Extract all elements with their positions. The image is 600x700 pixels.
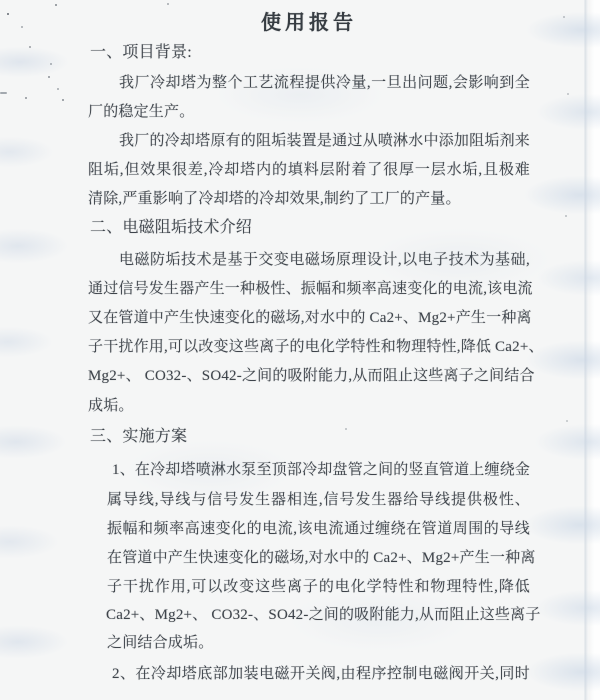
text-line: 子干扰作用,可以改变这些离子的电化学特性和物理特性,降低 Ca2+、 (88, 339, 544, 355)
scan-edge-mark (0, 92, 7, 94)
text-line: 清除,严重影响了冷却塔的冷却效果,制约了工厂的产量。 (88, 191, 461, 207)
text-line: 成垢。 (88, 398, 134, 414)
text-line: Mg2+、 CO32-、SO42-之间的吸附能力,从而阻止这些离子之间结合 (88, 368, 535, 384)
list-item-1-line: 1、在冷却塔喷淋水泵至顶部冷却盘管之间的竖直管道上缠绕金 (112, 462, 531, 478)
list-item-2-line: 2、在冷却塔底部加装电磁开关阀,由程序控制电磁阀开关,同时 (112, 666, 530, 682)
text-line: Ca2+、Mg2+、 CO32-、SO42-之间的吸附能力,从而阻止这些离子 (106, 607, 541, 623)
text-line: 我厂冷却塔为整个工艺流程提供冷量,一旦出问题,会影响到全 (119, 75, 530, 91)
text-line: 通过信号发生器产生一种极性、振幅和频率高速变化的电流,该电流 (88, 281, 533, 297)
text-line: 子干扰作用,可以改变这些离子的电化学特性和物理特性,降低 (107, 579, 530, 595)
text-line: 我厂的冷却塔原有的阻垢装置是通过从喷淋水中添加阻垢剂来 (119, 133, 530, 149)
section-3-heading: 三、实施方案 (90, 428, 188, 445)
text-line: 又在管道中产生快速变化的磁场,对水中的 Ca2+、Mg2+产生一种离 (88, 310, 532, 326)
text-line: 之间结合成垢。 (107, 635, 214, 651)
section-1-heading: 一、项目背景: (90, 44, 192, 61)
text-line: 电磁防垢技术是基于交变电磁场原理设计,以电子技术为基础, (119, 252, 530, 268)
document-title: 使用报告 (261, 12, 357, 34)
text-line: 厂的稳定生产。 (88, 104, 195, 120)
section-2-heading: 二、电磁阻垢技术介绍 (90, 219, 253, 236)
text-line: 属导线,导线与信号发生器相连,信号发生器给导线提供极性、 (107, 492, 530, 508)
text-line: 在管道中产生快速变化的磁场,对水中的 Ca2+、Mg2+产生一种离 (107, 550, 536, 566)
text-line: 阻垢,但效果很差,冷却塔内的填料层附着了很厚一层水垢,且极难 (88, 162, 530, 178)
text-line: 振幅和频率高速变化的电流,该电流通过缠绕在管道周围的导线 (107, 521, 530, 537)
scan-noise-specks (0, 0, 2, 2)
